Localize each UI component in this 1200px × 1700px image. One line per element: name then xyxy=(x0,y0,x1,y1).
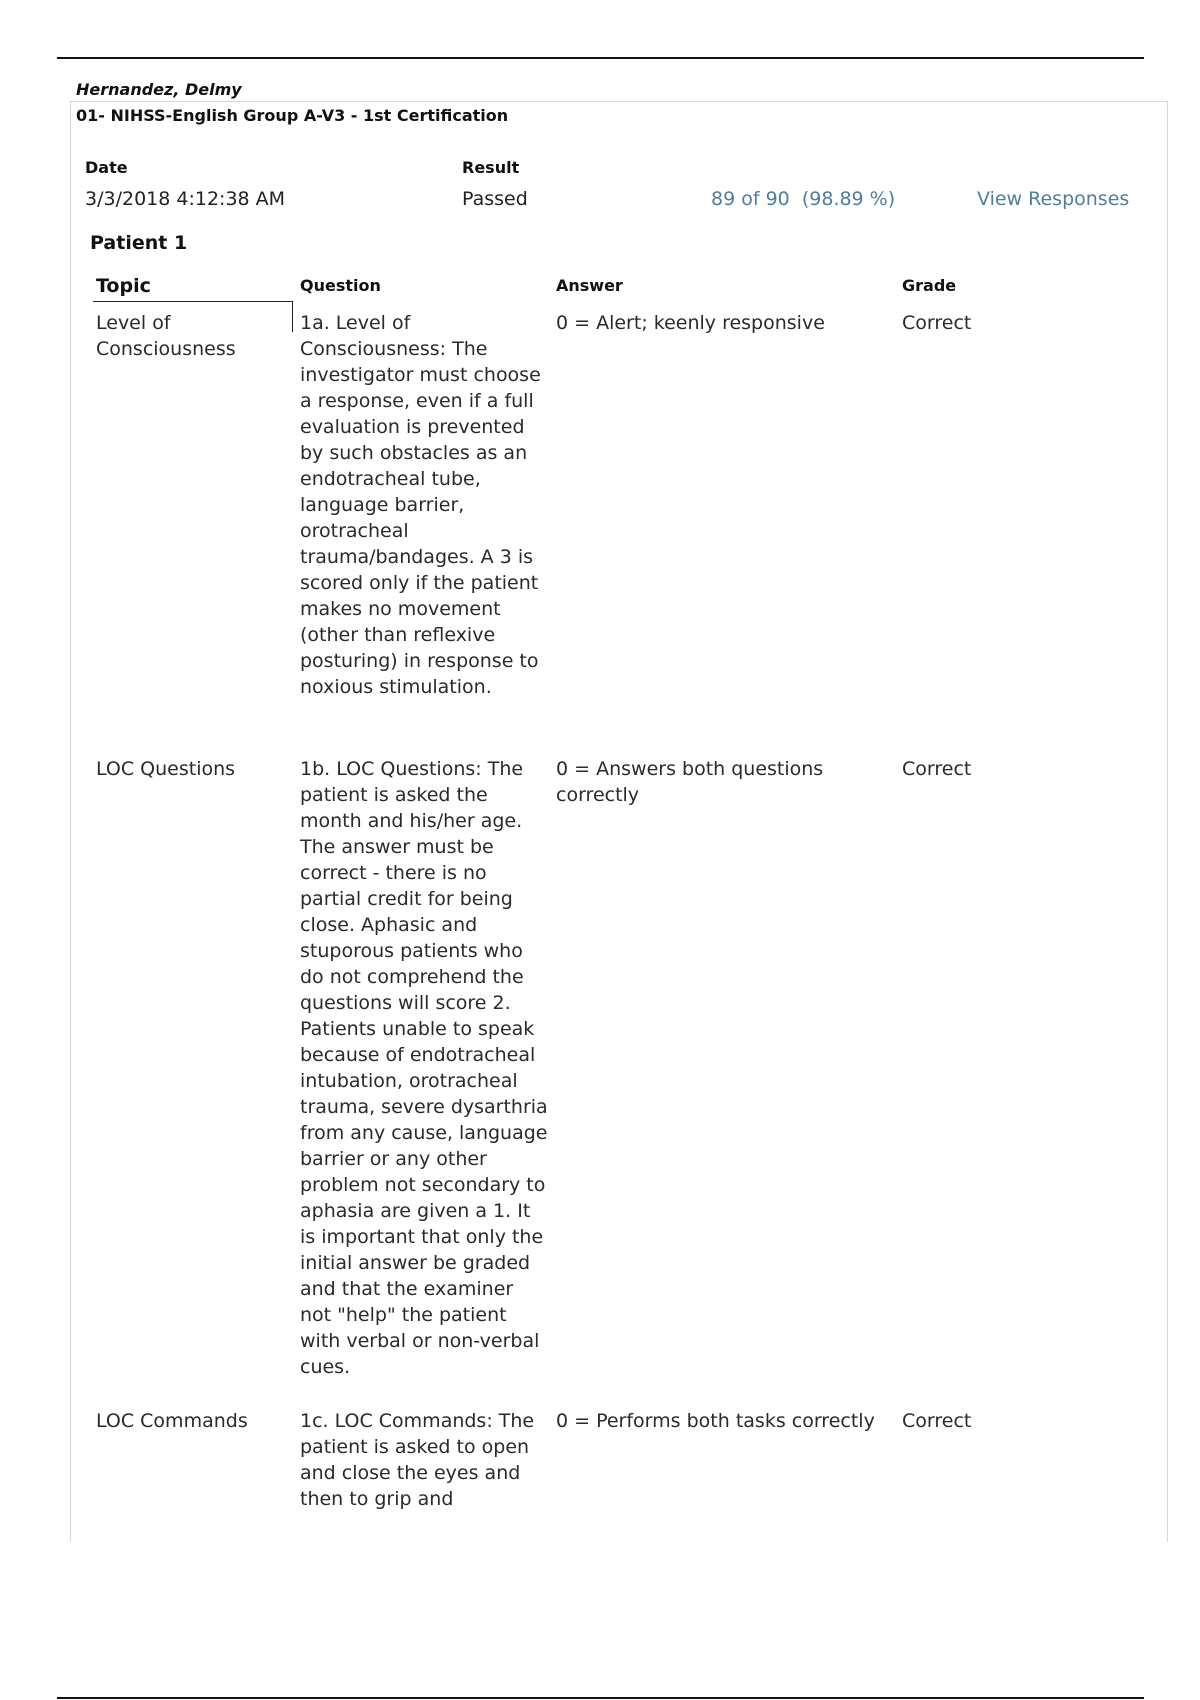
table-row-2-question: 1b. LOC Questions: The patient is asked the month and his/her age. The answer must be correct - there is no partial credit for being close. Aphasic and stuporous patients who do not comprehend the questions will score 2. Patients unable to speak because of endotracheal intubation, orotracheal trauma, severe dysarthria from any cause, language barrier or any other problem not secondary to aphasia are given a 1. It is important that only the initial answer be graded and that the examiner not "help" the patient with verbal or non-verbal cues. xyxy=(300,758,548,1378)
table-row-3-grade: Correct xyxy=(902,1410,972,1432)
view-responses-link[interactable]: View Responses xyxy=(977,188,1130,210)
text-cursor xyxy=(292,301,293,332)
table-row-2-topic: LOC Questions xyxy=(96,758,236,780)
table-row-3-topic: LOC Commands xyxy=(96,1410,248,1432)
table-row-3-answer: 0 = Performs both tasks correctly xyxy=(556,1410,875,1432)
table-row-3-question: 1c. LOC Commands: The patient is asked to open and close the eyes and then to grip and xyxy=(300,1410,535,1510)
column-header-answer: Answer xyxy=(556,276,623,295)
topic-header-underline xyxy=(93,301,293,302)
table-row-1-grade: Correct xyxy=(902,312,972,334)
table-row-2-answer: 0 = Answers both questions correctly xyxy=(556,758,824,806)
certification-title: 01- NIHSS-English Group A-V3 - 1st Certification xyxy=(76,106,509,125)
score-link[interactable]: 89 of 90 (98.89 %) xyxy=(711,188,896,210)
result-label: Result xyxy=(462,158,520,177)
table-row-2-grade: Correct xyxy=(902,758,972,780)
column-header-topic: Topic xyxy=(96,275,151,297)
table-row-1-answer: 0 = Alert; keenly responsive xyxy=(556,312,825,334)
result-value: Passed xyxy=(462,188,528,210)
patient-title: Patient 1 xyxy=(90,232,188,254)
column-header-grade: Grade xyxy=(902,276,957,295)
date-value: 3/3/2018 4:12:38 AM xyxy=(85,188,286,210)
table-row-1-question: 1a. Level of Consciousness: The investigator must choose a response, even if a full evaluation is prevented by such obstacles as an endotracheal tube, language barrier, orotracheal trauma/bandages. A 3 is scored only if the patient makes no movement (other than reflexive posturing) in response to noxious stimulation. xyxy=(300,312,541,698)
bottom-rule xyxy=(57,1697,1144,1699)
top-rule xyxy=(57,57,1144,59)
date-label: Date xyxy=(85,158,128,177)
column-header-question: Question xyxy=(300,276,381,295)
table-row-1-topic: Level of Consciousness xyxy=(96,312,236,360)
person-name: Hernandez, Delmy xyxy=(76,80,242,99)
